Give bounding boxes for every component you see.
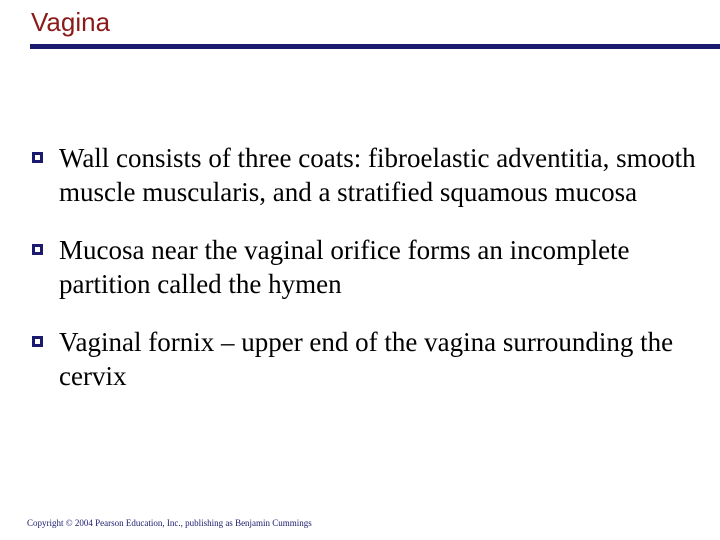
slide-title: Vagina [31, 7, 111, 37]
square-bullet-icon [32, 336, 43, 347]
bullet-item [30, 141, 710, 209]
title-underline [30, 44, 720, 49]
bullet-text: Wall consists of three coats: fibroelastic adventitia, smooth muscle muscularis, and a stratified squamous mucosa [59, 143, 696, 207]
bullet-item [30, 325, 710, 393]
copyright-footer: Copyright © 2004 Pearson Education, Inc., publishing as Benjamin Cummings [27, 518, 312, 528]
bullet-text: Vaginal fornix – upper end of the vagina surrounding the cervix [59, 327, 674, 391]
bullet-text: Mucosa near the vaginal orifice forms an incomplete partition called the hymen [59, 235, 630, 299]
square-bullet-icon [32, 244, 43, 255]
bullet-list [30, 141, 710, 417]
bullet-item [30, 233, 710, 301]
square-bullet-icon [32, 152, 43, 163]
